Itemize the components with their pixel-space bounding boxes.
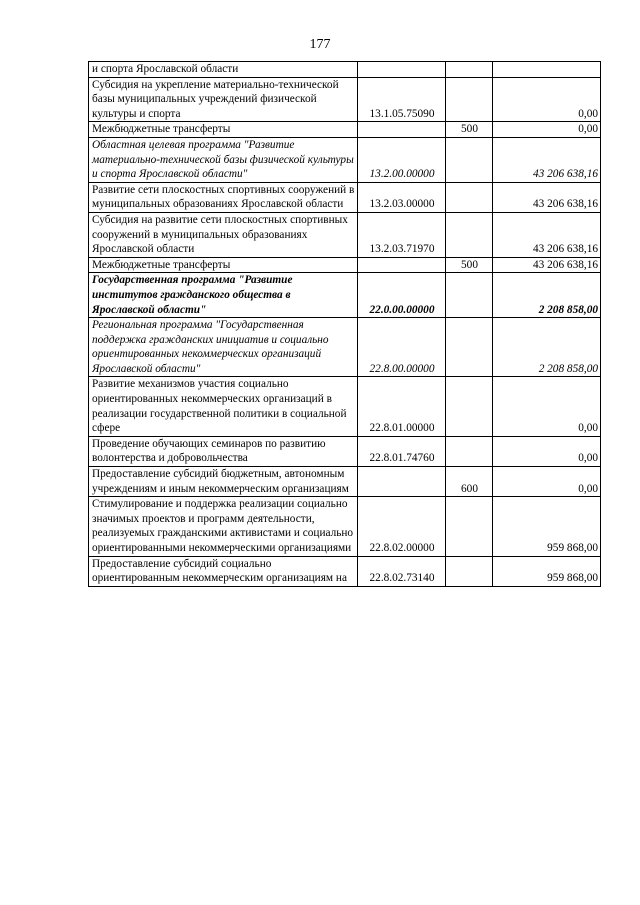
- row-expense-type-cell: [446, 436, 493, 466]
- table-row: [89, 77, 601, 122]
- row-name-cell: Субсидия на развитие сети плоскостных спортивных сооружений в муниципальных образованиях Ярославской области: [89, 212, 358, 257]
- budget-table-body: [89, 62, 601, 587]
- row-name-cell: Государственная программа "Развитие институтов гражданского общества в Ярославской области": [89, 273, 358, 318]
- table-row: [89, 122, 601, 138]
- row-name-cell: Региональная программа "Государственная поддержка гражданских инициатив и социально ориентированных некоммерческих организаций Ярославской области": [89, 318, 358, 377]
- row-name-cell: и спорта Ярославской области: [89, 62, 358, 78]
- row-code-cell: 22.8.00.00000: [358, 318, 446, 377]
- row-expense-type-cell: [446, 273, 493, 318]
- row-expense-type-cell: [446, 377, 493, 436]
- row-amount-cell: 43 206 638,16: [493, 212, 601, 257]
- row-amount-cell: 0,00: [493, 377, 601, 436]
- row-expense-type-cell: [446, 318, 493, 377]
- table-row: [89, 556, 601, 586]
- row-amount-cell: [493, 62, 601, 78]
- row-amount-cell: 959 868,00: [493, 497, 601, 556]
- row-name-cell: Предоставление субсидий социально ориентированным некоммерческим организациям на: [89, 556, 358, 586]
- row-code-cell: 13.1.05.75090: [358, 77, 446, 122]
- row-amount-cell: 2 208 858,00: [493, 318, 601, 377]
- row-expense-type-cell: 500: [446, 122, 493, 138]
- row-amount-cell: 43 206 638,16: [493, 137, 601, 182]
- row-name-cell: Предоставление субсидий бюджетным, автономным учреждениям и иным некоммерческим организациям: [89, 467, 358, 497]
- row-amount-cell: 0,00: [493, 467, 601, 497]
- row-name-cell: Стимулирование и поддержка реализации социально значимых проектов и программ деятельности, реализуемых гражданскими активистами и социально ориентированными некоммерческими организациями: [89, 497, 358, 556]
- row-code-cell: 22.0.00.00000: [358, 273, 446, 318]
- row-name-cell: Межбюджетные трансферты: [89, 122, 358, 138]
- row-amount-cell: 959 868,00: [493, 556, 601, 586]
- row-amount-cell: 0,00: [493, 436, 601, 466]
- row-amount-cell: 43 206 638,16: [493, 257, 601, 273]
- table-row: [89, 212, 601, 257]
- row-expense-type-cell: [446, 62, 493, 78]
- row-expense-type-cell: [446, 77, 493, 122]
- row-expense-type-cell: [446, 137, 493, 182]
- row-code-cell: 22.8.01.00000: [358, 377, 446, 436]
- row-code-cell: [358, 62, 446, 78]
- row-code-cell: [358, 257, 446, 273]
- table-row: [89, 182, 601, 212]
- row-code-cell: [358, 122, 446, 138]
- row-amount-cell: 2 208 858,00: [493, 273, 601, 318]
- row-code-cell: 13.2.03.00000: [358, 182, 446, 212]
- row-code-cell: 13.2.00.00000: [358, 137, 446, 182]
- budget-table: [88, 61, 601, 587]
- row-expense-type-cell: 600: [446, 467, 493, 497]
- row-amount-cell: 43 206 638,16: [493, 182, 601, 212]
- row-expense-type-cell: [446, 212, 493, 257]
- row-expense-type-cell: [446, 497, 493, 556]
- row-name-cell: Межбюджетные трансферты: [89, 257, 358, 273]
- row-code-cell: [358, 467, 446, 497]
- row-code-cell: 22.8.02.73140: [358, 556, 446, 586]
- row-amount-cell: 0,00: [493, 122, 601, 138]
- row-expense-type-cell: [446, 556, 493, 586]
- table-row: [89, 436, 601, 466]
- table-row: [89, 467, 601, 497]
- row-name-cell: Субсидия на укрепление материально-технической базы муниципальных учреждений физической культуры и спорта: [89, 77, 358, 122]
- row-code-cell: 22.8.01.74760: [358, 436, 446, 466]
- table-row: [89, 137, 601, 182]
- table-row: [89, 318, 601, 377]
- table-row: [89, 497, 601, 556]
- row-name-cell: Областная целевая программа "Развитие материально-технической базы физической культуры и спорта Ярославской области": [89, 137, 358, 182]
- row-code-cell: 22.8.02.00000: [358, 497, 446, 556]
- row-code-cell: 13.2.03.71970: [358, 212, 446, 257]
- row-amount-cell: 0,00: [493, 77, 601, 122]
- row-expense-type-cell: [446, 182, 493, 212]
- row-name-cell: Развитие механизмов участия социально ориентированных некоммерческих организаций в реализации государственной политики в социальной сфере: [89, 377, 358, 436]
- table-row: [89, 273, 601, 318]
- row-expense-type-cell: 500: [446, 257, 493, 273]
- table-row: [89, 257, 601, 273]
- row-name-cell: Проведение обучающих семинаров по развитию волонтерства и добровольчества: [89, 436, 358, 466]
- table-row: [89, 62, 601, 78]
- page-number: 177: [309, 37, 331, 52]
- table-row: [89, 377, 601, 436]
- row-name-cell: Развитие сети плоскостных спортивных сооружений в муниципальных образованиях Ярославской области: [89, 182, 358, 212]
